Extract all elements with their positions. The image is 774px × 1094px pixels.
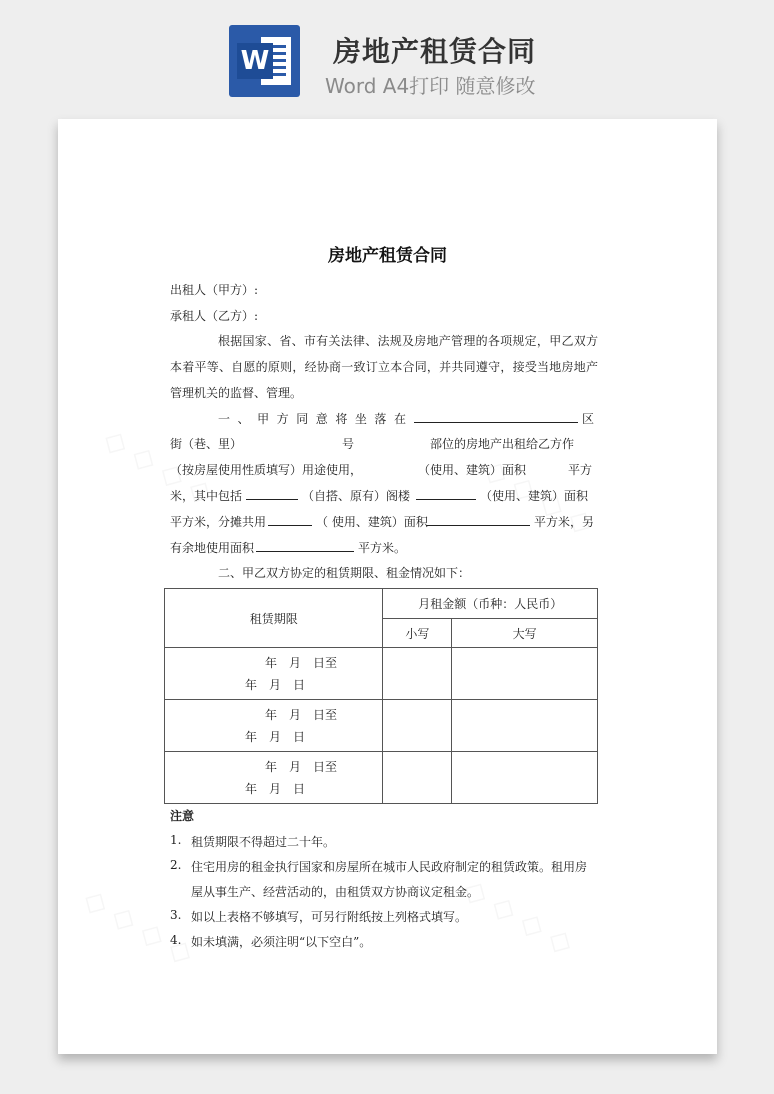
note-number: 3. — [170, 908, 182, 922]
period-from: 年 月 日至 — [265, 708, 338, 722]
table-header-large: 大写 — [452, 619, 598, 648]
clause1-text: 部位的房地产出租给乙方作 — [430, 437, 575, 451]
document-page — [58, 119, 717, 1054]
lessor-line: 出租人（甲方）: — [170, 283, 259, 297]
preamble-line: 本着平等、自愿的原则，经协商一致订立本合同，并共同遵守，接受当地房地产 — [170, 360, 598, 374]
note-text: 租赁期限不得超过二十年。 — [191, 835, 336, 849]
amount-small-cell[interactable] — [383, 700, 452, 752]
amount-large-cell[interactable] — [452, 752, 598, 804]
rent-table — [164, 588, 598, 804]
clause1-text: （使用、建筑）面积 — [418, 463, 527, 477]
clause1-text: 区 — [582, 412, 595, 426]
amount-small-cell[interactable] — [383, 648, 452, 700]
period-to: 年 月 日 — [245, 730, 306, 744]
period-cell[interactable] — [165, 700, 383, 752]
preamble-line: 管理机关的监督、管理。 — [170, 386, 303, 400]
period-to: 年 月 日 — [245, 782, 306, 796]
period-cell[interactable] — [165, 648, 383, 700]
clause1-text: 平方米。 — [358, 541, 407, 555]
clause1-text: 米，其中包括 — [170, 489, 243, 503]
clause1-text: 平方 — [568, 463, 593, 477]
clause1-text: 平方米，另 — [534, 515, 595, 529]
table-row — [165, 752, 598, 804]
note-number: 1. — [170, 833, 182, 847]
clause1-text: 街（巷、里） — [170, 437, 243, 451]
amount-large-cell[interactable] — [452, 700, 598, 752]
note-text-cont: 屋从事生产、经营活动的，由租赁双方协商议定租金。 — [191, 885, 480, 899]
clause1-text: 有余地使用面积 — [170, 541, 255, 555]
period-cell[interactable] — [165, 752, 383, 804]
header-banner — [0, 0, 774, 118]
blank-spare-area[interactable] — [256, 539, 354, 552]
table-row — [165, 648, 598, 700]
clause2-text: 二、甲乙双方协定的租赁期限、租金情况如下： — [218, 566, 471, 580]
note-number: 4. — [170, 933, 182, 947]
blank-attic[interactable] — [416, 487, 476, 500]
blank-shared[interactable] — [268, 513, 312, 526]
amount-large-cell[interactable] — [452, 648, 598, 700]
preamble-line: 根据国家、省、市有关法律、法规及房地产管理的各项规定，甲乙双方 — [218, 334, 598, 348]
period-from: 年 月 日至 — [265, 760, 338, 774]
clause1-text: （ 使用、建筑）面积 — [316, 515, 428, 529]
period-from: 年 月 日至 — [265, 656, 338, 670]
clause1-text: （按房屋使用性质填写）用途使用， — [170, 463, 363, 477]
table-row — [165, 700, 598, 752]
word-doc-icon — [229, 25, 300, 97]
clause1-text: 号 — [342, 437, 355, 451]
notes-title: 注意 — [170, 809, 195, 823]
clause1-text: 平方米，分摊共用 — [170, 515, 267, 529]
period-to: 年 月 日 — [245, 678, 306, 692]
banner-title: 房地产租赁合同 — [333, 35, 537, 68]
clause1-text: （使用、建筑）面积 — [480, 489, 589, 503]
table-header-period: 租赁期限 — [165, 589, 383, 648]
table-header-rent: 月租金额（币种：人民币） — [383, 589, 598, 619]
note-text: 如未填满，必须注明“以下空白”。 — [191, 935, 372, 949]
note-text: 住宅用房的租金执行国家和房屋所在城市人民政府制定的租赁政策。租用房 — [191, 860, 588, 874]
lessee-line: 承租人（乙方）: — [170, 309, 259, 323]
note-text: 如以上表格不够填写，可另行附纸按上列格式填写。 — [191, 910, 468, 924]
blank-shared-area[interactable] — [426, 513, 530, 526]
word-logo-letter: W — [237, 43, 273, 79]
blank-district[interactable] — [414, 410, 578, 423]
clause1-text: 一、甲方同意将坐落在 — [218, 412, 408, 426]
note-number: 2. — [170, 858, 182, 872]
document-title: 房地产租赁合同 — [328, 246, 447, 266]
watermark — [77, 881, 199, 972]
table-header-small: 小写 — [383, 619, 452, 648]
clause1-text: （自搭、原有）阁楼 — [302, 489, 411, 503]
amount-small-cell[interactable] — [383, 752, 452, 804]
blank-included[interactable] — [246, 487, 298, 500]
banner-subtitle: Word A4打印 随意修改 — [325, 74, 536, 98]
